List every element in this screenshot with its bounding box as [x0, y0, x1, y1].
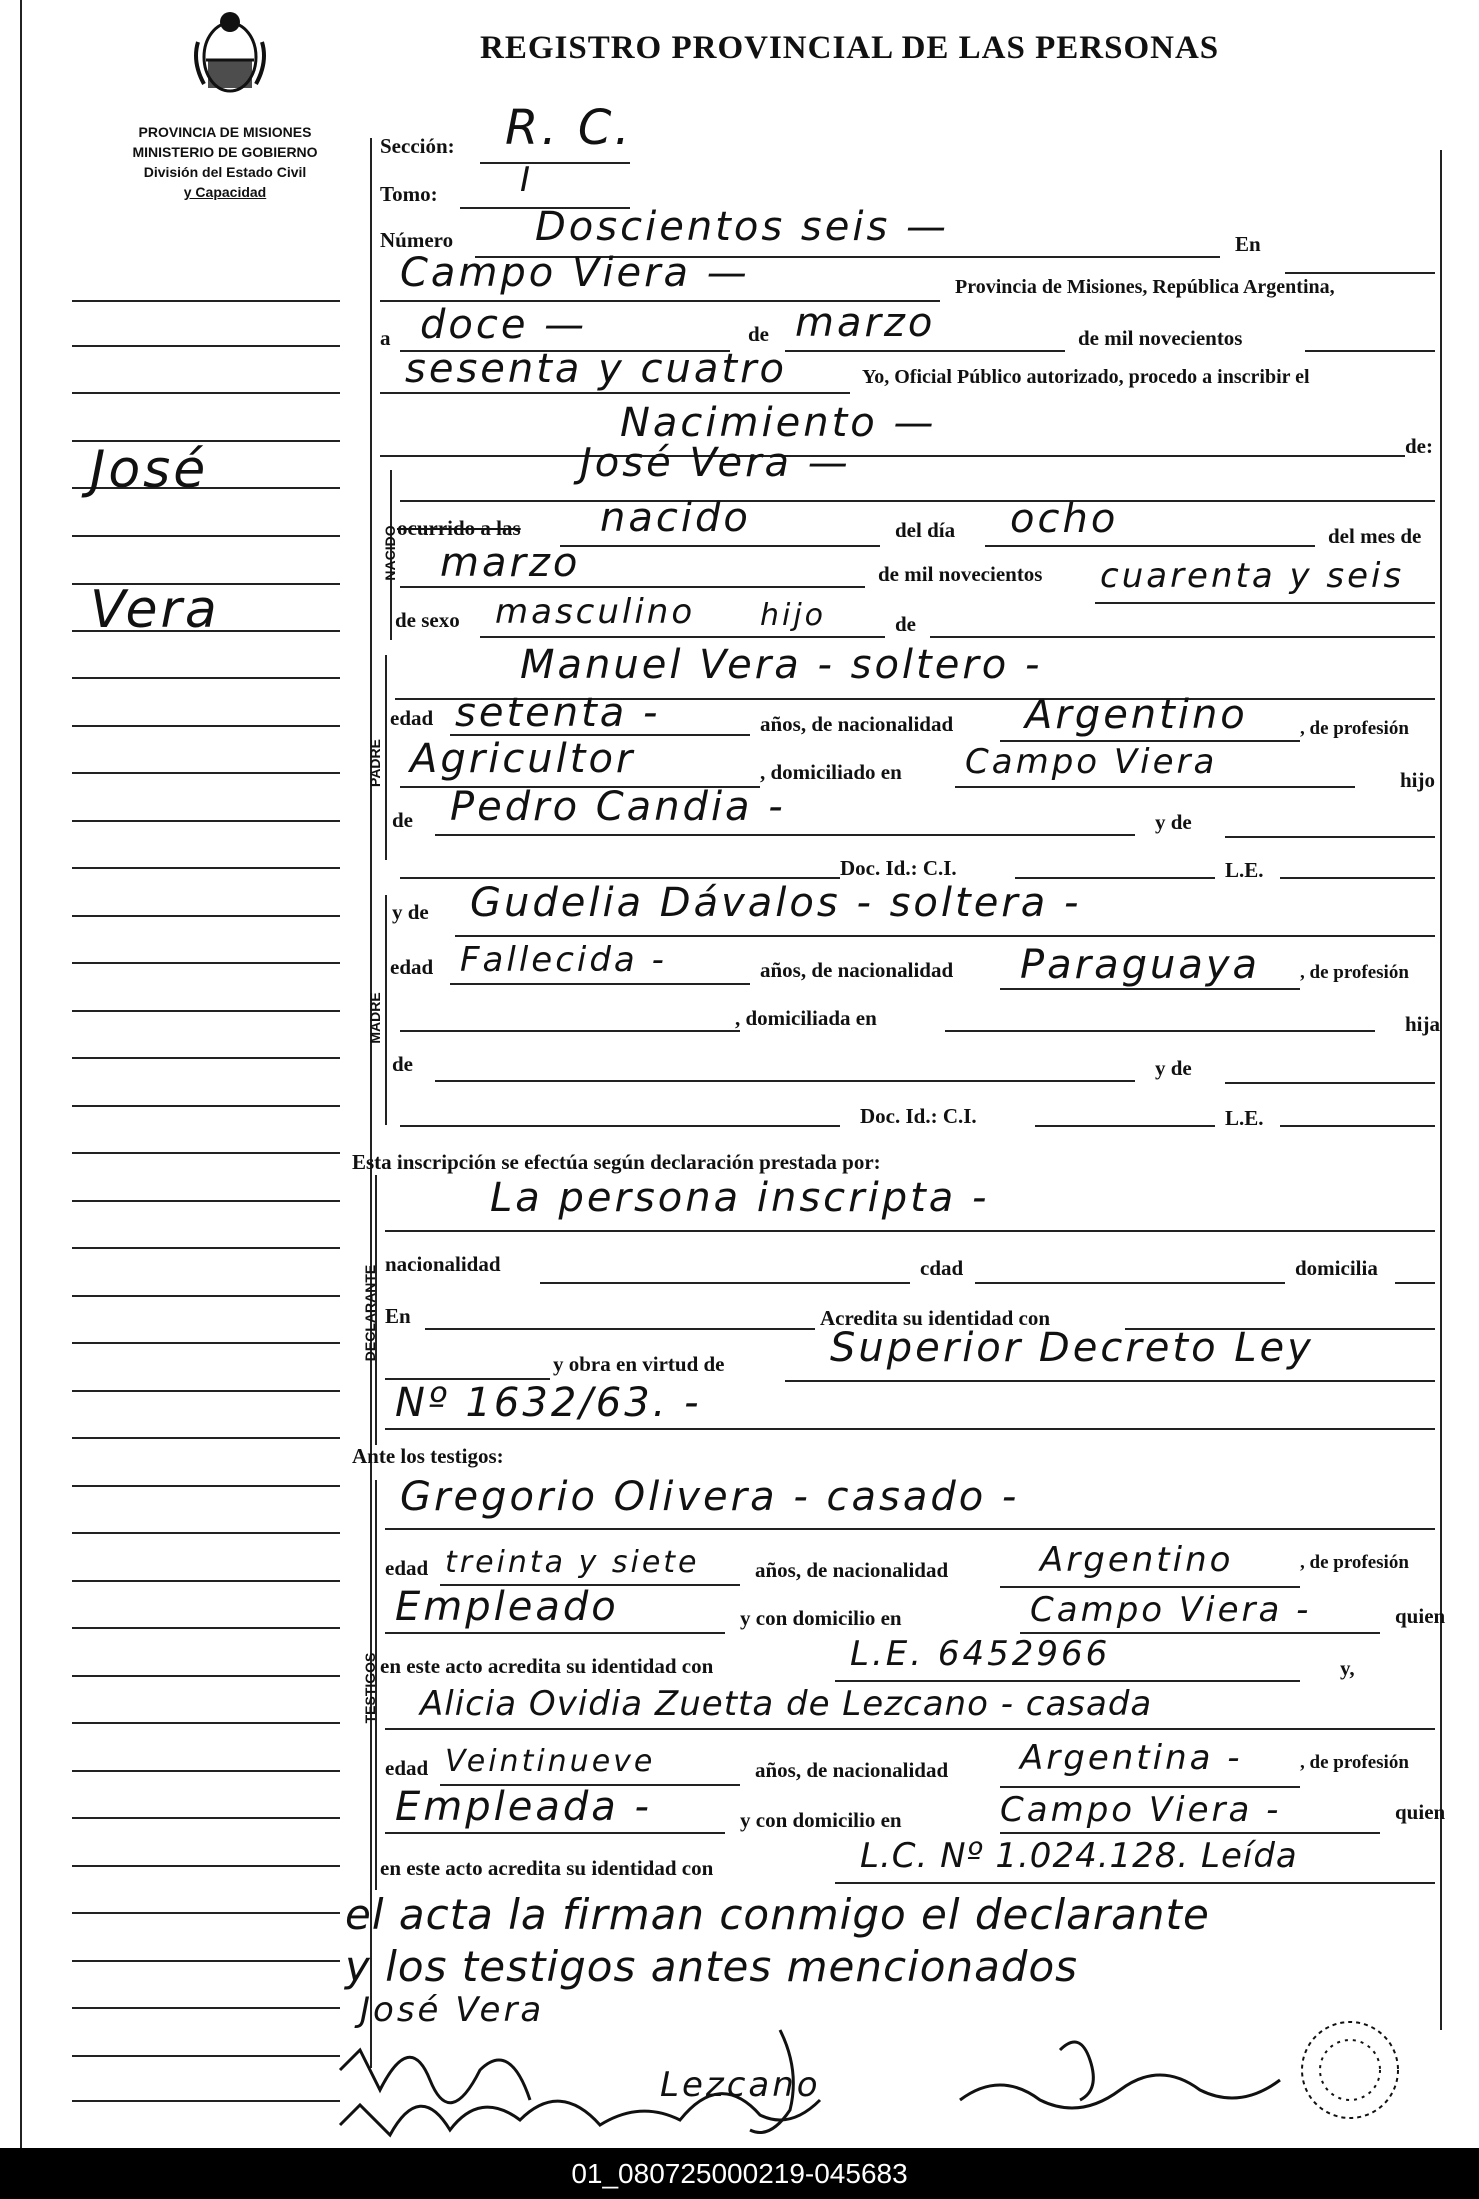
- label-testigo1-anos: años, de nacionalidad: [755, 1558, 949, 1582]
- value-tomo: I: [520, 160, 534, 200]
- label-madre-y-de-2: y de: [1155, 1056, 1192, 1080]
- value-testigo2-dom: Campo Viera -: [1000, 1790, 1282, 1830]
- value-mes-nac: marzo: [440, 540, 581, 586]
- page-left-border: [20, 0, 22, 2148]
- label-de-mes: de: [748, 322, 769, 346]
- value-anio: sesenta y cuatro: [405, 346, 788, 392]
- label-testigo2-edad: edad: [385, 1756, 429, 1780]
- value-testigo1-doc: L.E. 6452966: [850, 1634, 1111, 1674]
- value-padre-nac: Argentino: [1025, 692, 1248, 738]
- margin-note-first-name: José: [90, 440, 209, 500]
- org-line-4: y Capacidad: [183, 184, 267, 200]
- label-de-colon: de:: [1405, 434, 1433, 458]
- label-padre-edad: edad: [390, 706, 434, 730]
- label-de-sexo: de sexo: [395, 608, 460, 632]
- label-madre-edad: edad: [390, 955, 434, 979]
- form-left-border: [370, 138, 372, 2068]
- label-ocurrido: ocurrido a las: [397, 516, 521, 540]
- value-testigo1-nac: Argentino: [1040, 1540, 1234, 1580]
- value-madre-nac: Paraguaya: [1020, 942, 1261, 988]
- label-a: a: [380, 326, 391, 350]
- label-testigo1-y: y,: [1340, 1656, 1355, 1680]
- label-padre-domicilio: , domiciliado en: [760, 760, 902, 784]
- value-nombre: José Vera —: [580, 440, 851, 486]
- value-anio-nac: cuarenta y seis: [1100, 556, 1405, 596]
- label-madre-anos: años, de nacionalidad: [760, 958, 954, 982]
- section-label-madre: MADRE: [367, 992, 383, 1044]
- label-testigo1-profesion: , de profesión: [1300, 1552, 1409, 1573]
- value-testigo1-prof: Empleado: [395, 1584, 619, 1630]
- value-testigo2: Alicia Ovidia Zuetta de Lezcano - casada: [420, 1684, 1153, 1724]
- label-padre-profesion: , de profesión: [1300, 718, 1409, 739]
- signatures-scribble: [320, 2010, 1440, 2145]
- label-numero: Número: [380, 228, 454, 252]
- label-nacionalidad: nacionalidad: [385, 1252, 501, 1276]
- label-testigo2-acredita: en este acto acredita su identidad con: [380, 1856, 714, 1880]
- label-testigo1-acredita: en este acto acredita su identidad con: [380, 1654, 714, 1678]
- label-testigo2-quien: quien: [1395, 1800, 1446, 1824]
- label-de-mil-nac: de mil novecientos: [878, 562, 1043, 586]
- label-yo-oficial: Yo, Oficial Público autorizado, procedo a inscribir el: [862, 366, 1310, 388]
- value-madre-nombre: Gudelia Dávalos - soltera -: [470, 880, 1082, 926]
- label-madre-y-de: y de: [392, 900, 429, 924]
- label-en: En: [1235, 232, 1261, 256]
- label-testigo2-anos: años, de nacionalidad: [755, 1758, 949, 1782]
- value-acto: Nacimiento —: [620, 400, 937, 446]
- value-testigo1-edad: treinta y siete: [445, 1545, 700, 1580]
- value-hora: nacido: [600, 495, 751, 541]
- label-testigo2-profesion: , de profesión: [1300, 1752, 1409, 1773]
- section-label-nacido: NACIDO: [382, 525, 398, 581]
- value-padre-nombre: Manuel Vera - soltero -: [520, 642, 1043, 688]
- value-padre-de: Pedro Candia -: [450, 784, 786, 830]
- label-de-mil: de mil novecientos: [1078, 326, 1243, 350]
- label-tomo: Tomo:: [380, 182, 438, 206]
- value-sexo: masculino: [495, 592, 696, 632]
- value-testigo2-doc: L.C. Nº 1.024.128. Leída: [860, 1836, 1298, 1876]
- label-cdad: cdad: [920, 1256, 964, 1280]
- document-title: REGISTRO PROVINCIAL DE LAS PERSONAS: [480, 30, 1220, 66]
- label-madre-doc: Doc. Id.: C.I.: [860, 1104, 977, 1128]
- label-del-dia: del día: [895, 518, 956, 542]
- label-del-mes: del mes de: [1328, 524, 1422, 548]
- value-sexo-hijo: hijo: [760, 598, 827, 633]
- value-seccion: R. C.: [505, 100, 633, 156]
- label-obra: y obra en virtud de: [553, 1352, 725, 1376]
- label-seccion: Sección:: [380, 134, 455, 158]
- value-decreto-nro: Nº 1632/63. -: [395, 1380, 702, 1426]
- label-testigo2-domicilio: y con domicilio en: [740, 1808, 902, 1832]
- label-madre-hija: hija: [1405, 1012, 1441, 1036]
- label-padre-y-de: y de: [1155, 810, 1192, 834]
- org-line-1: PROVINCIA DE MISIONES: [138, 124, 312, 140]
- closing-line-1: el acta la firman conmigo el declarante: [345, 1890, 1210, 1939]
- label-de-hijo: de: [895, 612, 916, 636]
- label-domicilia: domicilia: [1295, 1256, 1378, 1280]
- label-madre-le: L.E.: [1225, 1106, 1264, 1130]
- label-padre-hijo: hijo: [1400, 768, 1436, 792]
- value-testigo1-dom: Campo Viera -: [1030, 1590, 1312, 1630]
- label-inscripcion: Esta inscripción se efectúa según declaración prestada por:: [352, 1150, 881, 1174]
- value-padre-dom: Campo Viera: [965, 742, 1218, 782]
- org-block: [100, 122, 350, 202]
- closing-line-2: y los testigos antes mencionados: [345, 1942, 1079, 1991]
- value-dia-nac: ocho: [1010, 496, 1119, 542]
- padre-divider: [385, 655, 387, 860]
- signature-inscripto: José Vera: [360, 1990, 545, 2030]
- value-mes: marzo: [795, 300, 936, 346]
- label-testigo1-edad: edad: [385, 1556, 429, 1580]
- madre-divider: [385, 895, 387, 1125]
- value-testigo1: Gregorio Olivera - casado -: [400, 1474, 1020, 1520]
- value-dia: doce —: [420, 302, 588, 348]
- label-testigo1-quien: quien: [1395, 1604, 1446, 1628]
- section-label-testigos: TESTIGOS: [362, 1652, 378, 1724]
- label-padre-de: de: [392, 808, 413, 832]
- value-numero: Doscientos seis —: [535, 204, 950, 250]
- value-declarante: La persona inscripta -: [490, 1175, 990, 1221]
- value-madre-edad: Fallecida -: [460, 940, 667, 980]
- value-padre-edad: setenta -: [455, 690, 661, 736]
- label-padre-anos: años, de nacionalidad: [760, 712, 954, 736]
- signature-witness: Lezcano: [660, 2065, 821, 2105]
- value-decreto: Superior Decreto Ley: [830, 1325, 1314, 1371]
- label-madre-profesion: , de profesión: [1300, 962, 1409, 983]
- value-testigo2-edad: Veintinueve: [445, 1744, 656, 1779]
- section-label-padre: PADRE: [367, 739, 383, 787]
- value-testigo2-nac: Argentina -: [1020, 1738, 1243, 1778]
- org-line-3: División del Estado Civil: [143, 164, 307, 180]
- label-provincia: Provincia de Misiones, República Argentina,: [955, 276, 1335, 298]
- document-id-footer: 01_080725000219-045683: [0, 2148, 1479, 2199]
- label-declarante-en: En: [385, 1304, 411, 1328]
- label-padre-doc: Doc. Id.: C.I.: [840, 856, 957, 880]
- label-padre-le: L.E.: [1225, 858, 1264, 882]
- label-testigo1-domicilio: y con domicilio en: [740, 1606, 902, 1630]
- label-madre-domicilio: , domiciliada en: [735, 1006, 877, 1030]
- margin-note-last-name: Vera: [90, 580, 220, 640]
- form-right-border: [1440, 150, 1442, 2030]
- org-line-2: MINISTERIO DE GOBIERNO: [132, 144, 318, 160]
- value-padre-prof: Agricultor: [410, 736, 636, 782]
- value-testigo2-prof: Empleada -: [395, 1784, 652, 1830]
- label-ante-testigos: Ante los testigos:: [352, 1444, 504, 1468]
- section-label-declarante: DECLARANTE: [362, 1264, 378, 1362]
- label-acredita: Acredita su identidad con: [820, 1306, 1051, 1330]
- value-lugar: Campo Viera —: [400, 250, 750, 296]
- coat-of-arms-emblem: [180, 2, 280, 102]
- label-madre-de: de: [392, 1052, 413, 1076]
